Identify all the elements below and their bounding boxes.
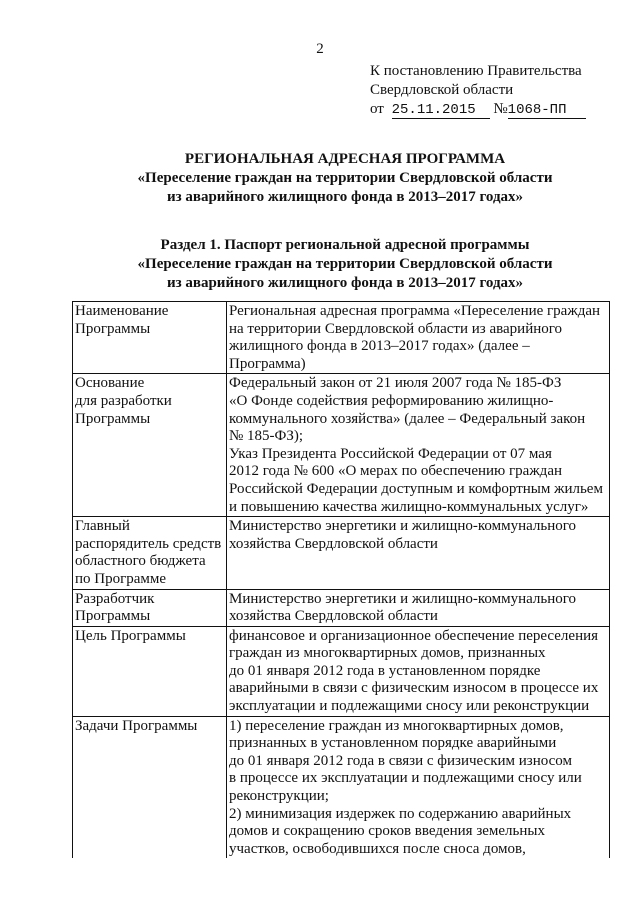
passport-row-label [73, 517, 227, 589]
label-line: Задачи Программы [75, 717, 198, 734]
value-line: Министерство энергетики и жилищно-коммунального [229, 518, 577, 535]
value-line: финансовое и организационное обеспечение переселения [229, 627, 599, 644]
label-line: Разработчик [75, 590, 155, 607]
approval-date: 25.11.2015 [392, 102, 490, 119]
value-line: Министерство энергетики и жилищно-коммунального [229, 590, 577, 607]
label-line: Программы [75, 320, 151, 337]
approval-block [370, 62, 586, 119]
label-line: по Программе [75, 570, 167, 587]
value-line: Российской Федерации доступным и комфортным жильем [229, 480, 603, 497]
number-prefix: № [493, 101, 508, 117]
approval-number: 1068-ПП [508, 102, 586, 119]
value-line: реконструкции; [229, 788, 329, 805]
passport-row-value [227, 716, 610, 858]
value-line: домов и сокращению сроков введения земельных [229, 823, 545, 840]
section-heading-line-2: «Переселение граждан на территории Свердловской области [137, 256, 553, 272]
page-number: 2 [316, 41, 324, 57]
section-heading-line-1: Раздел 1. Паспорт региональной адресной программы [160, 237, 530, 253]
program-title [60, 150, 630, 207]
passport-row-value [227, 626, 610, 716]
passport-row-label [73, 374, 227, 517]
passport-row-label [73, 589, 227, 626]
value-line: до 01 января 2012 года в установленном порядке [229, 662, 541, 679]
value-line: Программа) [229, 355, 306, 372]
label-line: Основание [75, 375, 145, 392]
program-title-line-2: «Переселение граждан на территории Свердловской области [137, 170, 553, 186]
label-line: Программы [75, 608, 151, 625]
label-line: Цель Программы [75, 627, 186, 644]
passport-row-value [227, 302, 610, 374]
value-line: Федеральный закон от 21 июля 2007 года № 185-ФЗ [229, 375, 562, 392]
value-line: и повышению качества жилищно-коммунальных услуг» [229, 498, 589, 515]
section-heading [60, 236, 630, 293]
value-line: Указ Президента Российской Федерации от 07 мая [229, 445, 552, 462]
passport-row [73, 302, 610, 374]
passport-row [73, 589, 610, 626]
value-line: до 01 января 2012 года в связи с физическим износом [229, 752, 572, 769]
label-line: Наименование [75, 303, 169, 319]
label-line: распорядитель средств [75, 535, 222, 552]
value-line: «О Фонде содействия реформированию жилищно- [229, 392, 554, 409]
label-line: областного бюджета [75, 553, 206, 570]
passport-row [73, 626, 610, 716]
passport-row-value [227, 589, 610, 626]
value-line: участков, освободившихся после сноса домов, [229, 840, 526, 857]
value-line: хозяйства Свердловской области [229, 608, 438, 625]
approval-line-2: Свердловской области [370, 82, 514, 98]
value-line: жилищного фонда в 2013–2017 годах» (далее – [229, 338, 530, 355]
value-line: хозяйства Свердловской области [229, 535, 438, 552]
approval-line-1: К постановлению Правительства [370, 63, 582, 79]
value-line: признанных в установленном порядке аварийными [229, 735, 557, 752]
passport-row-value [227, 374, 610, 517]
value-line: коммунального хозяйства» (далее – Федеральный закон [229, 410, 586, 427]
passport-row [73, 374, 610, 517]
passport-row [73, 716, 610, 858]
value-line: аварийными в связи с физическим износом в процессе их [229, 680, 599, 697]
value-line: граждан из многоквартирных домов, признанных [229, 645, 546, 662]
value-line: эксплуатации и подлежащими сносу или реконструкции [229, 698, 590, 715]
section-heading-line-3: из аварийного жилищного фонда в 2013–2017 годах» [166, 275, 524, 291]
value-line: на территории Свердловской области из аварийного [229, 320, 563, 337]
value-line: Региональная адресная программа «Переселение граждан [229, 303, 601, 319]
passport-row-label [73, 716, 227, 858]
passport-table-body [73, 302, 610, 859]
label-line: для разработки [75, 392, 172, 409]
passport-table [72, 301, 610, 858]
value-line: 2012 года № 600 «О мерах по обеспечению граждан [229, 463, 563, 480]
value-line: в процессе их эксплуатации и подлежащими сносу или [229, 770, 582, 787]
label-line: Программы [75, 410, 151, 427]
value-line: 1) переселение граждан из многоквартирных домов, [229, 717, 564, 734]
date-prefix: от [370, 101, 384, 117]
value-line: № 185-ФЗ); [229, 428, 304, 445]
passport-row [73, 517, 610, 589]
program-title-line-3: из аварийного жилищного фонда в 2013–2017 годах» [166, 189, 524, 205]
program-title-line-1: РЕГИОНАЛЬНАЯ АДРЕСНАЯ ПРОГРАММА [184, 151, 506, 167]
passport-row-label [73, 302, 227, 374]
value-line: 2) минимизация издержек по содержанию аварийных [229, 805, 572, 822]
approval-date-line [370, 100, 586, 119]
passport-row-value [227, 517, 610, 589]
passport-row-label [73, 626, 227, 716]
label-line: Главный [75, 518, 130, 535]
